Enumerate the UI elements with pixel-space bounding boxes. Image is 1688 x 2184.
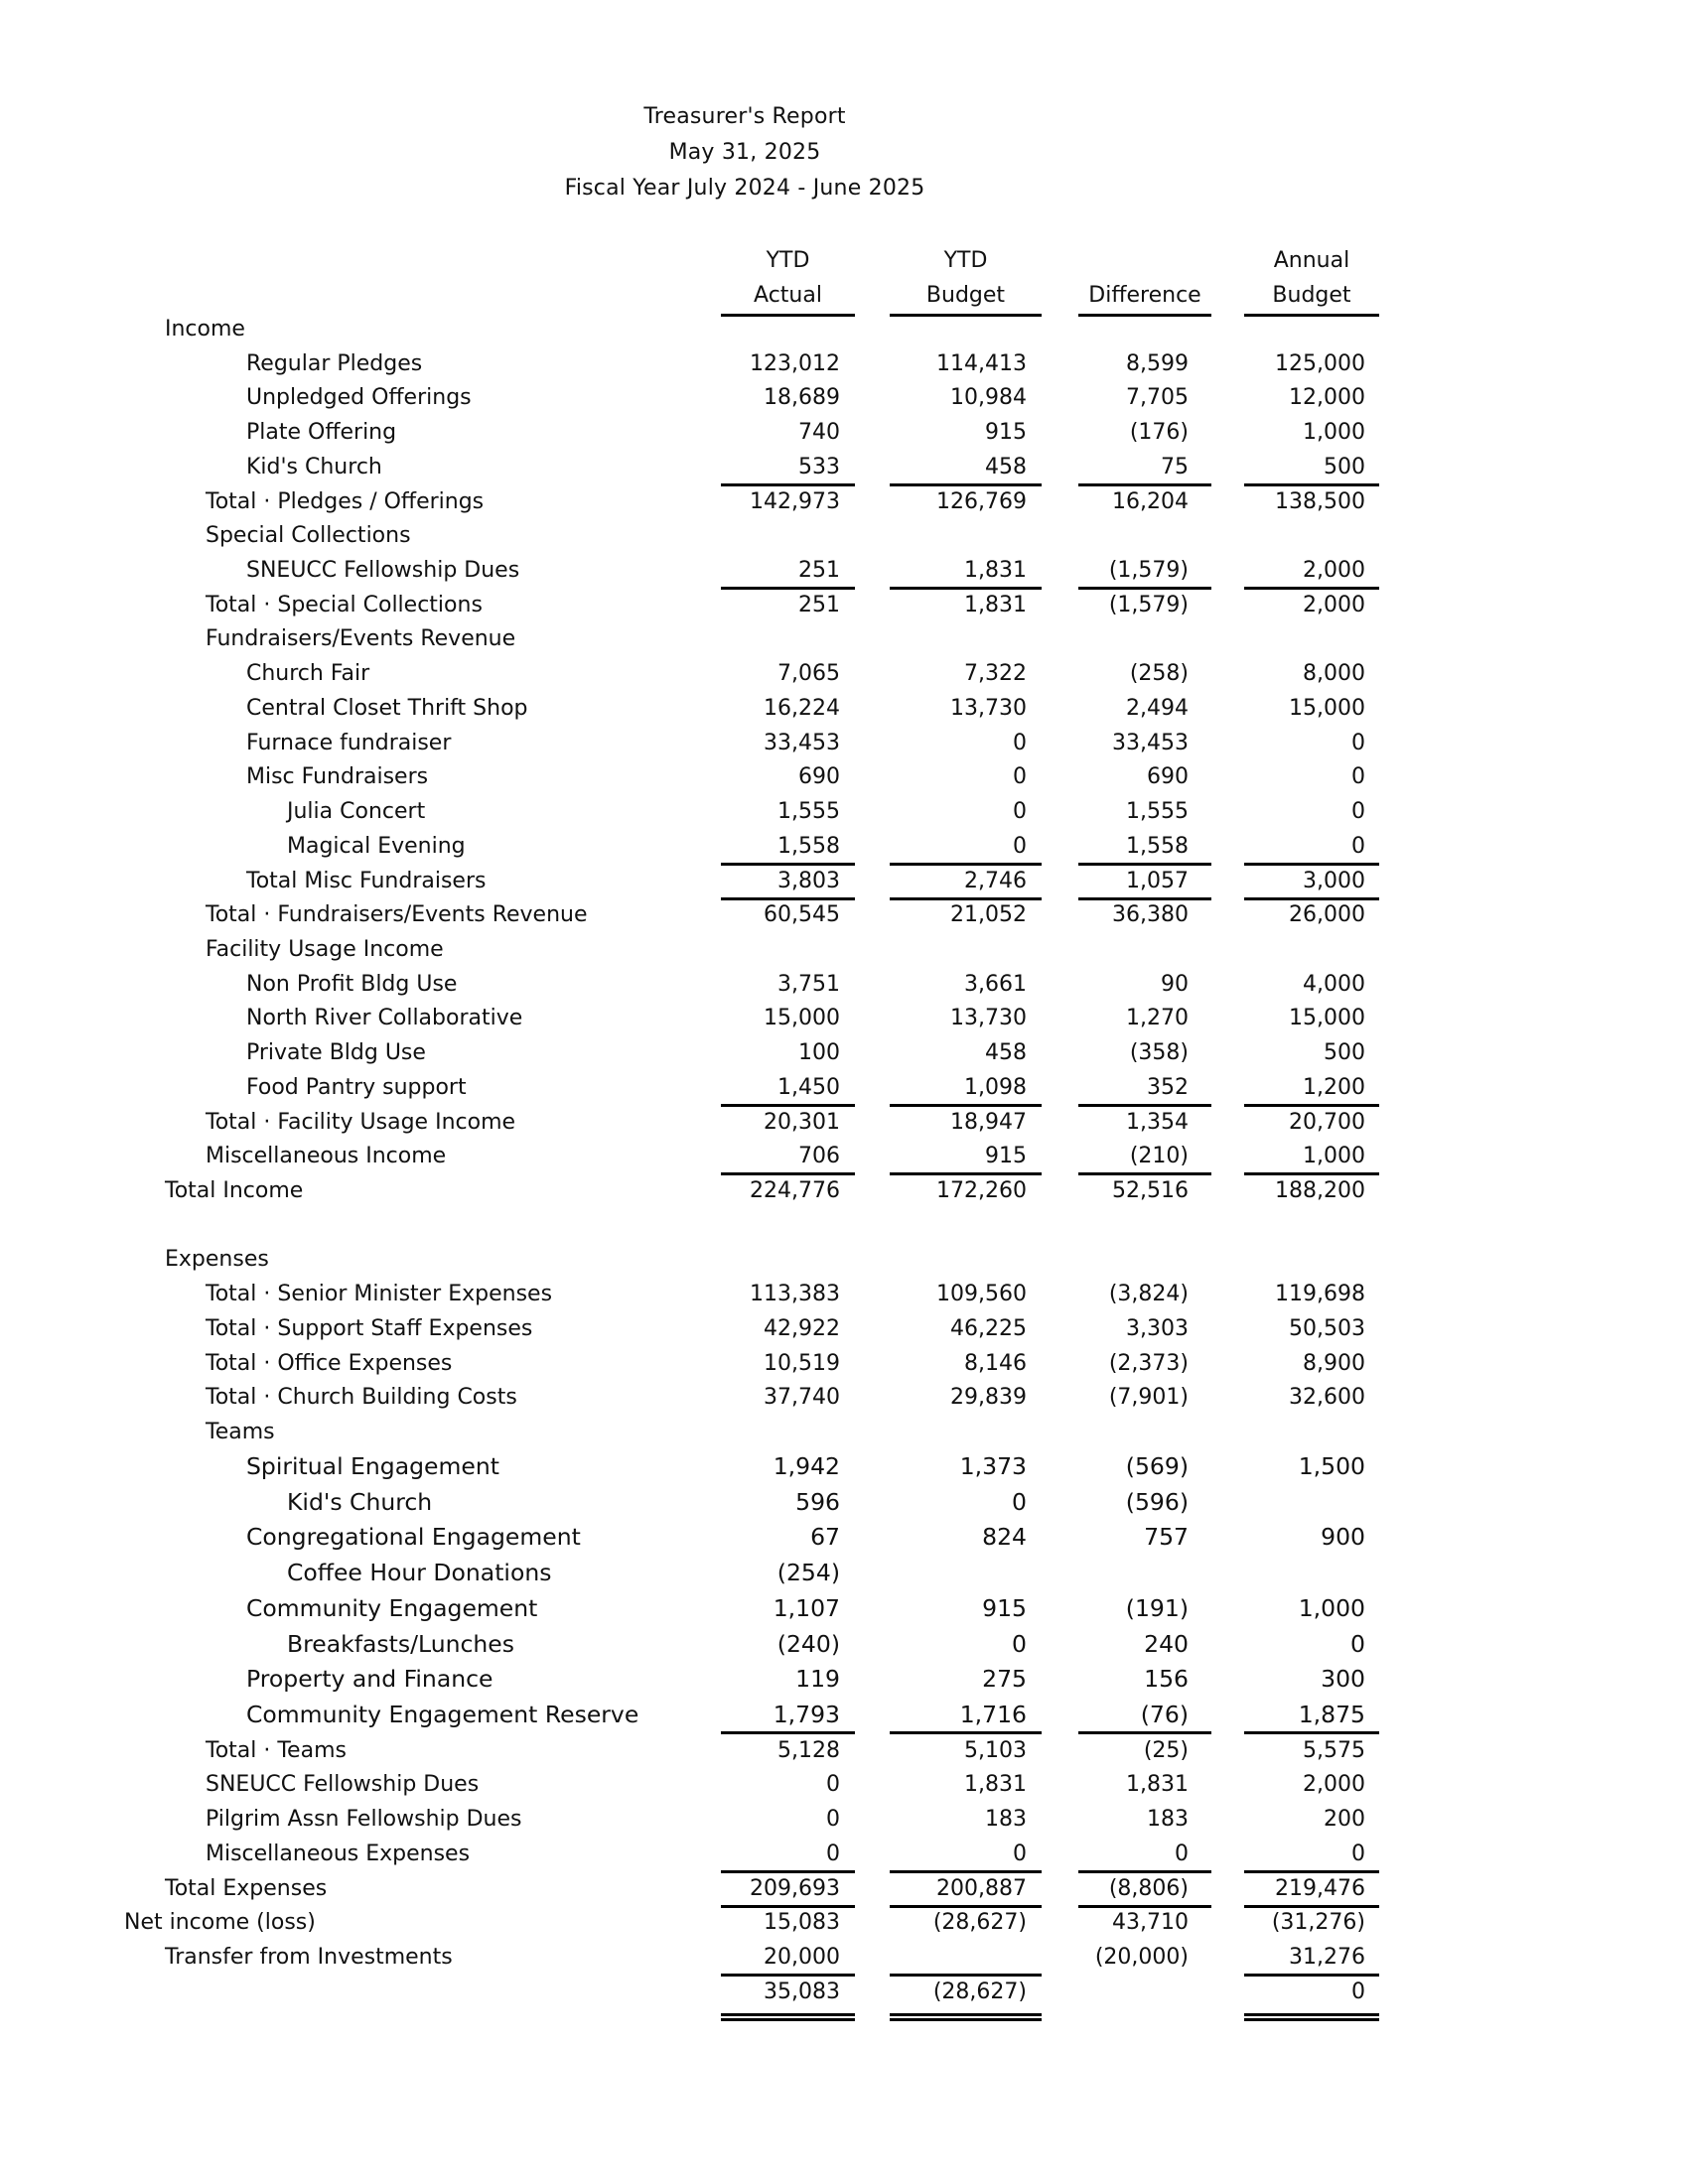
row-label: Church Fair: [246, 661, 370, 687]
cell-ytd-budget: 109,560: [936, 1282, 1027, 1307]
table-row: [0, 829, 1489, 864]
cell-ytd-actual: 60,545: [764, 902, 840, 928]
cell-annual-budget: 300: [1321, 1665, 1365, 1694]
cell-ytd-budget: 2,746: [964, 868, 1027, 893]
cell-annual-budget: 15,000: [1289, 1006, 1365, 1031]
cell-ytd-actual: 3,751: [777, 971, 840, 997]
cell-difference: 33,453: [1112, 730, 1189, 755]
cell-ytd-actual: 100: [798, 1040, 840, 1066]
cell-ytd-actual: 706: [798, 1144, 840, 1169]
row-label: SNEUCC Fellowship Dues: [206, 1772, 480, 1798]
table-row: [0, 1485, 1489, 1520]
row-label: Julia Concert: [287, 799, 426, 825]
table-row: [0, 794, 1489, 829]
cell-annual-budget: 0: [1351, 764, 1365, 790]
table-row: [0, 1415, 1489, 1449]
row-label: Kid's Church: [246, 454, 382, 479]
table-row: [0, 897, 1489, 932]
column-header-ytd-actual: [721, 243, 855, 313]
total-double-underline: [890, 2013, 1042, 2021]
cell-ytd-actual: 1,558: [777, 833, 840, 859]
cell-ytd-budget: 183: [985, 1807, 1027, 1833]
cell-annual-budget: 1,000: [1303, 1144, 1365, 1169]
cell-ytd-budget: 18,947: [950, 1109, 1027, 1135]
cell-ytd-actual: (254): [776, 1559, 840, 1586]
cell-difference: (176): [1129, 420, 1189, 446]
row-label: Miscellaneous Income: [206, 1144, 447, 1169]
cell-annual-budget: 15,000: [1289, 695, 1365, 721]
table-row: [0, 1520, 1489, 1555]
cell-difference: 1,270: [1126, 1006, 1189, 1031]
cell-annual-budget: 20,700: [1289, 1109, 1365, 1135]
cell-ytd-actual: 20,301: [764, 1109, 840, 1135]
cell-ytd-actual: 224,776: [750, 1178, 840, 1203]
table-row: [0, 864, 1489, 898]
cell-ytd-budget: 8,146: [964, 1350, 1027, 1376]
cell-ytd-actual: 7,065: [777, 661, 840, 687]
cell-ytd-budget: (28,627): [932, 1910, 1027, 1936]
cell-annual-budget: 500: [1324, 454, 1365, 479]
table-row: [0, 1001, 1489, 1035]
cell-ytd-actual: 123,012: [750, 350, 840, 376]
table-row: [0, 450, 1489, 484]
column-header-difference: [1078, 243, 1211, 313]
cell-ytd-actual: 33,453: [764, 730, 840, 755]
cell-difference: (569): [1125, 1451, 1189, 1480]
cell-ytd-budget: 0: [1013, 833, 1027, 859]
cell-annual-budget: 8,000: [1303, 661, 1365, 687]
cell-ytd-actual: 5,128: [777, 1737, 840, 1763]
cell-difference: 183: [1147, 1807, 1189, 1833]
cell-annual-budget: 3,000: [1303, 868, 1365, 893]
cell-difference: (210): [1129, 1144, 1189, 1169]
cell-ytd-actual: 35,083: [764, 1979, 840, 2004]
cell-annual-budget: 188,200: [1275, 1178, 1365, 1203]
cell-ytd-budget: 5,103: [964, 1737, 1027, 1763]
cell-ytd-budget: 1,831: [964, 558, 1027, 584]
column-header-line1: YTD: [766, 248, 810, 273]
cell-difference: 8,599: [1126, 350, 1189, 376]
table-row: [0, 967, 1489, 1002]
table-row: [0, 346, 1489, 381]
row-label: Furnace fundraiser: [246, 730, 452, 755]
cell-ytd-budget: 1,831: [964, 592, 1027, 617]
row-label: Total · Support Staff Expenses: [206, 1315, 533, 1341]
cell-annual-budget: 2,000: [1303, 592, 1365, 617]
cell-ytd-budget: 114,413: [936, 350, 1027, 376]
cell-difference: 75: [1161, 454, 1189, 479]
cell-ytd-budget: 1,373: [959, 1451, 1027, 1480]
cell-ytd-budget: 0: [1013, 799, 1027, 825]
cell-difference: 16,204: [1112, 488, 1189, 514]
row-label: North River Collaborative: [246, 1006, 523, 1031]
cell-annual-budget: 0: [1351, 1841, 1365, 1866]
table-row: [0, 1871, 1489, 1906]
row-label: Fundraisers/Events Revenue: [206, 626, 516, 652]
cell-difference: 1,555: [1126, 799, 1189, 825]
cell-ytd-budget: 0: [1013, 1841, 1027, 1866]
cell-difference: 0: [1175, 1841, 1189, 1866]
row-label: Property and Finance: [246, 1665, 493, 1694]
report-date: May 31, 2025: [668, 140, 821, 165]
cell-ytd-budget: 1,831: [964, 1772, 1027, 1798]
column-header-line1: [1078, 243, 1211, 278]
cell-ytd-actual: (240): [776, 1629, 840, 1658]
cell-difference: (2,373): [1108, 1350, 1189, 1376]
cell-annual-budget: 4,000: [1303, 971, 1365, 997]
cell-ytd-budget: 1,098: [964, 1074, 1027, 1100]
report-title: Treasurer's Report: [643, 104, 846, 129]
cell-annual-budget: 1,000: [1303, 420, 1365, 446]
row-label: Special Collections: [206, 523, 411, 549]
table-row: [0, 1556, 1489, 1590]
cell-difference: 2,494: [1126, 695, 1189, 721]
cell-ytd-actual: 0: [826, 1772, 840, 1798]
cell-difference: (76): [1140, 1701, 1189, 1728]
cell-difference: 690: [1147, 764, 1189, 790]
table-row: [0, 1662, 1489, 1697]
table-row: [0, 1837, 1489, 1871]
row-label: Breakfasts/Lunches: [287, 1629, 515, 1658]
cell-ytd-actual: 10,519: [764, 1350, 840, 1376]
table-row: [0, 726, 1489, 760]
cell-ytd-actual: 1,555: [777, 799, 840, 825]
table-row: [0, 312, 1489, 346]
cell-ytd-budget: 0: [1012, 1629, 1027, 1658]
cell-ytd-actual: 15,083: [764, 1910, 840, 1936]
table-row: [0, 1311, 1489, 1346]
table-row: [0, 1380, 1489, 1415]
table-row: [0, 518, 1489, 553]
cell-annual-budget: 0: [1351, 1979, 1365, 2004]
cell-annual-budget: 5,575: [1303, 1737, 1365, 1763]
cell-difference: 156: [1144, 1665, 1189, 1694]
row-label: Non Profit Bldg Use: [246, 971, 458, 997]
cell-annual-budget: 50,503: [1289, 1315, 1365, 1341]
cell-ytd-budget: 13,730: [950, 695, 1027, 721]
cell-annual-budget: 0: [1350, 1629, 1365, 1658]
cell-ytd-actual: 690: [798, 764, 840, 790]
cell-difference: 352: [1147, 1074, 1189, 1100]
cell-annual-budget: 0: [1351, 833, 1365, 859]
table-row: [0, 1698, 1489, 1732]
cell-ytd-budget: 200,887: [936, 1875, 1027, 1901]
cell-ytd-budget: 0: [1013, 730, 1027, 755]
cell-annual-budget: 1,000: [1298, 1593, 1365, 1622]
cell-annual-budget: 219,476: [1275, 1875, 1365, 1901]
cell-ytd-actual: 16,224: [764, 695, 840, 721]
cell-ytd-budget: 458: [985, 1040, 1027, 1066]
cell-annual-budget: 8,900: [1303, 1350, 1365, 1376]
cell-difference: 52,516: [1112, 1178, 1189, 1203]
cell-difference: (191): [1125, 1593, 1189, 1622]
table-row: [0, 380, 1489, 415]
cell-ytd-actual: 740: [798, 420, 840, 446]
row-label: Spiritual Engagement: [246, 1451, 499, 1480]
row-label: Total · Church Building Costs: [206, 1385, 517, 1411]
cell-difference: (20,000): [1094, 1945, 1189, 1971]
table-row: [0, 484, 1489, 519]
cell-ytd-budget: 10,984: [950, 385, 1027, 411]
cell-ytd-actual: 119: [795, 1665, 840, 1694]
row-label: Plate Offering: [246, 420, 397, 446]
cell-ytd-actual: 18,689: [764, 385, 840, 411]
cell-difference: (7,901): [1108, 1385, 1189, 1411]
row-label: Private Bldg Use: [246, 1040, 426, 1066]
cell-ytd-budget: 1,716: [959, 1701, 1027, 1728]
cell-annual-budget: 31,276: [1289, 1945, 1365, 1971]
cell-difference: 43,710: [1112, 1910, 1189, 1936]
cell-difference: 1,354: [1126, 1109, 1189, 1135]
cell-annual-budget: 2,000: [1303, 558, 1365, 584]
cell-difference: 7,705: [1126, 385, 1189, 411]
cell-difference: (358): [1129, 1040, 1189, 1066]
table-row: [0, 1449, 1489, 1484]
cell-difference: (258): [1129, 661, 1189, 687]
row-label: Facility Usage Income: [206, 936, 444, 962]
row-label: Community Engagement: [246, 1593, 538, 1622]
row-label: Total · Special Collections: [206, 592, 483, 617]
row-label: Unpledged Offerings: [246, 385, 472, 411]
row-label: Kid's Church: [287, 1487, 433, 1516]
table-row: [0, 1139, 1489, 1173]
cell-annual-budget: 0: [1351, 799, 1365, 825]
row-label: Regular Pledges: [246, 350, 423, 376]
cell-difference: (8,806): [1108, 1875, 1189, 1901]
table-row: [0, 1105, 1489, 1140]
cell-annual-budget: 32,600: [1289, 1385, 1365, 1411]
table-row: [0, 656, 1489, 691]
cell-ytd-actual: 1,450: [777, 1074, 840, 1100]
report-fiscal-year: Fiscal Year July 2024 - June 2025: [564, 176, 925, 201]
column-header-annual-budget: [1244, 243, 1379, 313]
row-label: Miscellaneous Expenses: [206, 1841, 471, 1866]
table-row: [0, 621, 1489, 656]
cell-ytd-actual: 596: [795, 1487, 840, 1516]
table-row-spacer: [0, 1975, 1489, 2009]
table-row: [0, 1733, 1489, 1768]
cell-difference: 3,303: [1126, 1315, 1189, 1341]
cell-annual-budget: 138,500: [1275, 488, 1365, 514]
column-header-line1: YTD: [943, 248, 988, 273]
cell-ytd-actual: 3,803: [777, 868, 840, 893]
cell-annual-budget: 200: [1324, 1807, 1365, 1833]
cell-ytd-actual: 1,107: [773, 1593, 840, 1622]
column-header-line2: Difference: [1088, 283, 1201, 308]
table-row: [0, 1346, 1489, 1381]
row-label: Central Closet Thrift Shop: [246, 695, 528, 721]
column-header-line1: Annual: [1273, 248, 1350, 273]
cell-annual-budget: 1,200: [1303, 1074, 1365, 1100]
cell-ytd-budget: 21,052: [950, 902, 1027, 928]
cell-ytd-budget: (28,627): [932, 1979, 1027, 2004]
cell-ytd-budget: 915: [982, 1593, 1027, 1622]
cell-ytd-budget: 915: [985, 1144, 1027, 1169]
row-label: Teams: [206, 1420, 275, 1445]
cell-ytd-budget: 7,322: [964, 661, 1027, 687]
cell-difference: (1,579): [1108, 558, 1189, 584]
row-label: Community Engagement Reserve: [246, 1701, 639, 1728]
cell-ytd-actual: 209,693: [750, 1875, 840, 1901]
cell-ytd-budget: 275: [982, 1665, 1027, 1694]
cell-ytd-actual: 251: [798, 592, 840, 617]
cell-difference: 1,831: [1126, 1772, 1189, 1798]
table-row: [0, 1173, 1489, 1208]
cell-annual-budget: 900: [1321, 1523, 1365, 1552]
table-row: [0, 1940, 1489, 1975]
column-header-line2: Budget: [925, 283, 1006, 308]
row-label: Income: [165, 317, 245, 341]
cell-difference: 240: [1144, 1629, 1189, 1658]
cell-difference: (596): [1125, 1487, 1189, 1516]
table-row: [0, 1767, 1489, 1802]
cell-ytd-actual: 67: [810, 1523, 840, 1552]
row-label: Total · Teams: [206, 1737, 347, 1763]
row-label: Total · Fundraisers/Events Revenue: [206, 902, 588, 928]
column-header-ytd-budget: [890, 243, 1042, 313]
row-label: Total · Office Expenses: [206, 1350, 453, 1376]
cell-ytd-budget: 0: [1013, 764, 1027, 790]
row-label: Congregational Engagement: [246, 1523, 581, 1552]
cell-ytd-budget: 172,260: [936, 1178, 1027, 1203]
cell-difference: (1,579): [1108, 592, 1189, 617]
row-label: Expenses: [165, 1247, 269, 1273]
cell-ytd-actual: 113,383: [750, 1282, 840, 1307]
row-label: Total · Senior Minister Expenses: [206, 1282, 553, 1307]
cell-ytd-actual: 20,000: [764, 1945, 840, 1971]
cell-annual-budget: 1,875: [1298, 1701, 1365, 1728]
cell-ytd-budget: 29,839: [950, 1385, 1027, 1411]
table-row: [0, 415, 1489, 450]
row-label: Total Misc Fundraisers: [246, 868, 487, 893]
cell-ytd-actual: 42,922: [764, 1315, 840, 1341]
table-row: [0, 588, 1489, 622]
column-header-line2: Actual: [754, 283, 822, 308]
table-row: [0, 1591, 1489, 1626]
table-row: [0, 1242, 1489, 1277]
row-label: SNEUCC Fellowship Dues: [246, 558, 520, 584]
cell-ytd-actual: 142,973: [750, 488, 840, 514]
table-row: [0, 691, 1489, 726]
cell-annual-budget: 1,500: [1298, 1451, 1365, 1480]
cell-ytd-budget: 824: [982, 1523, 1027, 1552]
cell-ytd-actual: 1,942: [773, 1451, 840, 1480]
row-label: Net income (loss): [124, 1910, 316, 1936]
table-row: [0, 553, 1489, 588]
total-double-underline: [1244, 2013, 1379, 2021]
cell-ytd-budget: 0: [1012, 1487, 1027, 1516]
row-label: Coffee Hour Donations: [287, 1559, 552, 1586]
row-label: Transfer from Investments: [165, 1945, 453, 1971]
table-row: [0, 759, 1489, 794]
cell-ytd-actual: 0: [826, 1807, 840, 1833]
row-label: Total · Pledges / Offerings: [206, 488, 485, 514]
row-label: Misc Fundraisers: [246, 764, 429, 790]
cell-ytd-actual: 0: [826, 1841, 840, 1866]
cell-ytd-actual: 533: [798, 454, 840, 479]
row-label: Magical Evening: [287, 833, 466, 859]
cell-annual-budget: 2,000: [1303, 1772, 1365, 1798]
row-label: Total · Facility Usage Income: [206, 1109, 516, 1135]
total-double-underline: [721, 2013, 855, 2021]
cell-annual-budget: (31,276): [1271, 1910, 1365, 1936]
cell-ytd-budget: 915: [985, 420, 1027, 446]
table-row-spacer: [0, 1208, 1489, 1243]
cell-ytd-actual: 1,793: [773, 1701, 840, 1728]
row-label: Food Pantry support: [246, 1074, 467, 1100]
row-label: Total Expenses: [165, 1875, 328, 1901]
cell-difference: 757: [1144, 1523, 1189, 1552]
report-header: [0, 99, 1489, 206]
cell-difference: 1,057: [1126, 868, 1189, 893]
cell-difference: (3,824): [1108, 1282, 1189, 1307]
cell-annual-budget: 12,000: [1289, 385, 1365, 411]
cell-ytd-budget: 13,730: [950, 1006, 1027, 1031]
table-row: [0, 1035, 1489, 1070]
column-header-line2: Budget: [1272, 283, 1351, 308]
row-label: Pilgrim Assn Fellowship Dues: [206, 1807, 522, 1833]
cell-ytd-budget: 46,225: [950, 1315, 1027, 1341]
table-row: [0, 1070, 1489, 1105]
table-row: [0, 932, 1489, 967]
cell-ytd-actual: 251: [798, 558, 840, 584]
table-row: [0, 1627, 1489, 1662]
cell-ytd-budget: 126,769: [936, 488, 1027, 514]
cell-annual-budget: 119,698: [1275, 1282, 1365, 1307]
cell-ytd-actual: 37,740: [764, 1385, 840, 1411]
cell-ytd-budget: 3,661: [964, 971, 1027, 997]
cell-difference: 36,380: [1112, 902, 1189, 928]
cell-difference: (25): [1143, 1737, 1189, 1763]
cell-annual-budget: 0: [1351, 730, 1365, 755]
cell-difference: 1,558: [1126, 833, 1189, 859]
table-row: [0, 1277, 1489, 1311]
cell-ytd-budget: 458: [985, 454, 1027, 479]
cell-annual-budget: 500: [1324, 1040, 1365, 1066]
row-label: Total Income: [165, 1178, 304, 1203]
cell-annual-budget: 125,000: [1275, 350, 1365, 376]
table-row: [0, 1802, 1489, 1837]
cell-ytd-actual: 15,000: [764, 1006, 840, 1031]
cell-annual-budget: 26,000: [1289, 902, 1365, 928]
cell-difference: 90: [1161, 971, 1189, 997]
table-row: [0, 1905, 1489, 1940]
